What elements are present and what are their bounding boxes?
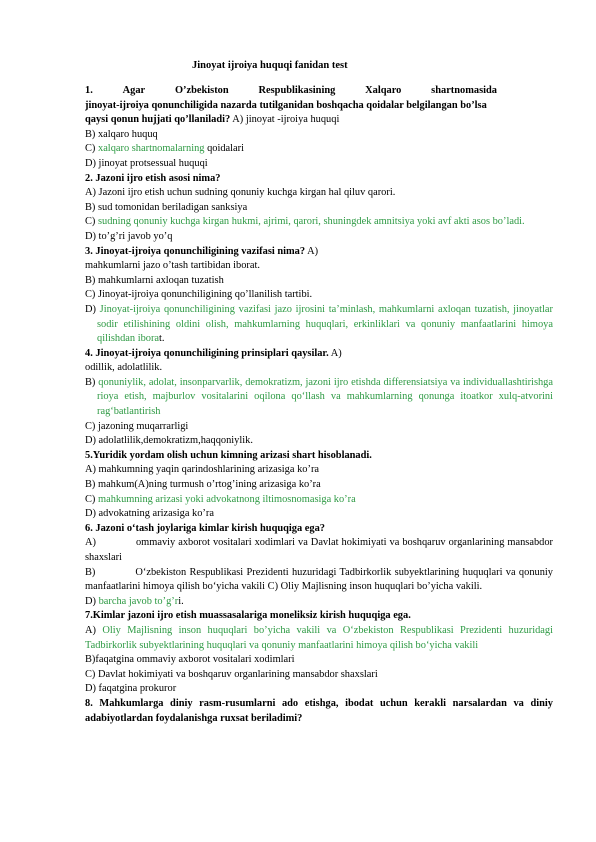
question-7-option-c: C) Davlat hokimiyati va boshqaruv organlarining mansabdor shaxslari — [85, 668, 378, 680]
correct-answer: sudning qonuniy kuchga kirgan hukmi, ajrimi, qarori, shuningdek amnitsiya yoki avf akti asos bo’ladi. — [98, 216, 525, 228]
question-1-text: jinoyat-ijroiya qonunchiligida nazarda tutilganidan boshqacha qoidalar belgilangan bo’lsa — [85, 99, 487, 111]
question-7-option-b: B)faqatgina ommaviy axborot vositalari xodimlari — [85, 654, 295, 666]
question-8-heading: 8. Mahkumlarga diniy rasm-rusumlarni ado etishga, ibodat uchun kerakli narsalardan va diniy adabiyotlardan foydalanishga ruxsat beriladimi? — [85, 697, 553, 724]
question-3-option-a: mahkumlarni jazo o’tash tartibidan iborat. — [85, 260, 260, 272]
correct-answer: Jinoyat-ijroiya qonunchiligining vazifasi jazo ijrosini ta’minlash, mahkumlarni axloqan tuzatish, jinoyatlar sodir etilishining oldini olish, mahkumlarning huquqlari, erkinliklari va qonuniy manfaatlarini himoya qilishdan ibora — [97, 303, 553, 345]
question-2-option-b: B) sud tomonidan beriladigan sanksiya — [85, 201, 248, 213]
question-5-option-b: B) mahkum(A)ning turmush o’rtog’ining arizasiga ko’ra — [85, 479, 321, 491]
question-5-option-c: C) mahkumning arizasi yoki advokatnong iltimosnomasiga ko’ra — [85, 493, 356, 505]
question-3-option-d: D) Jinoyat-ijroiya qonunchiligining vazifasi jazo ijrosini ta’minlash, mahkumlarni axloqan tuzatish, jinoyatlar sodir etilishining oldini olish, mahkumlarning huquqlari, erkinliklari va qonuniy manfaatlarini himoya qilishdan iborat. — [85, 303, 553, 345]
correct-answer: barcha javob to’g’r — [98, 595, 179, 607]
question-3-option-b: B) mahkumlarni axloqan tuzatish — [85, 274, 224, 286]
question-5-option-d: D) advokatning arizasiga ko’ra — [85, 508, 214, 520]
question-3-option-c: C) Jinoyat-ijroiya qonunchiligining qo’llanilish tartibi. — [85, 289, 313, 301]
question-1-option-d: D) jinoyat protsessual huquqi — [85, 157, 208, 169]
question-3-heading: 3. Jinoyat-ijroiya qonunchiligining vazifasi nima? A) — [85, 245, 319, 257]
question-5-heading: 5.Yuridik yordam olish uchun kimning arizasi shart hisoblanadi. — [85, 449, 372, 461]
correct-answer: Oliy Majlisning inson huquqlari bo’yicha vakili va O‘zbekiston Respublikasi Prezidenti huzuridagi Tadbirkorlik subyektlarining huquqlari va qonuniy manfaatlarini himoya qilish bo‘yicha vakili — [85, 624, 553, 651]
question-2-option-d: D) to’g’ri javob yo’q — [85, 230, 173, 242]
question-4-heading: 4. Jinoyat-ijroiya qonunchiligining prinsiplari qaysilar. A) — [85, 347, 342, 359]
question-6-option-a: A) ommaviy axborot vositalari xodimlari va Davlat hokimiyati va boshqaruv organlarining mansabdor shaxslari — [85, 537, 553, 563]
correct-answer: xalqaro shartnomalarning — [98, 143, 205, 155]
question-1-option-c: C) xalqaro shartnomalarning qoidalari — [85, 143, 244, 155]
question-7-option-a: A) Oliy Majlisning inson huquqlari bo’yicha vakili va O‘zbekiston Respublikasi Prezidenti huzuridagi Tadbirkorlik subyektlarining huquqlari va qonuniy manfaatlarini himoya qilish bo‘yicha vakili — [85, 624, 553, 651]
document-title: Jinoyat ijroiya huquqi fanidan test — [192, 60, 348, 71]
question-6-heading: 6. Jazoni o‘tash joylariga kimlar kirish huquqiga ega? — [85, 522, 325, 534]
question-2-option-c: C) sudning qonuniy kuchga kirgan hukmi, ajrimi, qarori, shuningdek amnitsiya yoki avf akti asos bo’ladi. — [85, 216, 525, 228]
question-7-heading: 7.Kimlar jazoni ijro etish muassasalariga moneliksiz kirish huquqiga ega. — [85, 610, 411, 622]
question-7-option-d: D) faqatgina prokuror — [85, 683, 177, 695]
question-6-option-b: B) O‘zbekiston Respublikasi Prezidenti huzuridagi Tadbirkorlik subyektlarining huquqlari va qonuniy manfaatlarini himoya qilish bo‘yicha vakili C) Oliy Majlisning inson huquqlari bo’yicha vakili. — [85, 566, 553, 593]
question-6-option-d: D) barcha javob to’g’ri. — [85, 595, 184, 607]
question-4-option-a: odillik, adolatlilik. — [85, 362, 163, 374]
question-1-heading: 1. Agar O’zbekiston Respublikasining Xalqaro shartnomasida — [85, 85, 497, 96]
question-1-option-b: B) xalqaro huquq — [85, 128, 158, 140]
question-4-option-d: D) adolatlilik,demokratizm,haqqoniylik. — [85, 435, 253, 447]
correct-answer: mahkumning arizasi yoki advokatnong iltimosnomasiga ko’ra — [98, 493, 356, 505]
correct-answer: qonuniylik, adolat, insonparvarlik, demokratizm, jazoni ijro etishda differensiatsiya va individuallashtirishga rioya etish, majburlov vositalarini oqilona qo‘llash va mahkumlarning qonunga itoatkor xulq-atvorini rag‘batlantirish — [97, 376, 553, 418]
question-2-heading: 2. Jazoni ijro etish asosi nima? — [85, 172, 221, 184]
question-5-option-a: A) mahkumning yaqin qarindoshlarining arizasiga ko’ra — [85, 464, 320, 476]
question-1-option-a: qaysi qonun hujjati qo’llaniladi? A) jinoyat -ijroiya huquqi — [85, 114, 340, 126]
question-2-option-a: A) Jazoni ijro etish uchun sudning qonuniy kuchga kirgan hal qiluv qarori. — [85, 187, 396, 199]
question-4-option-c: C) jazoning muqarrarligi — [85, 420, 189, 432]
question-4-option-b: B) qonuniylik, adolat, insonparvarlik, demokratizm, jazoni ijro etishda differensiatsiya va individuallashtirishga rioya etish, majburlov vositalarini oqilona qo‘llash va mahkumlarning qonunga itoatkor xulq-atvorini rag‘batlantirish — [85, 376, 553, 418]
test-content — [85, 84, 553, 726]
